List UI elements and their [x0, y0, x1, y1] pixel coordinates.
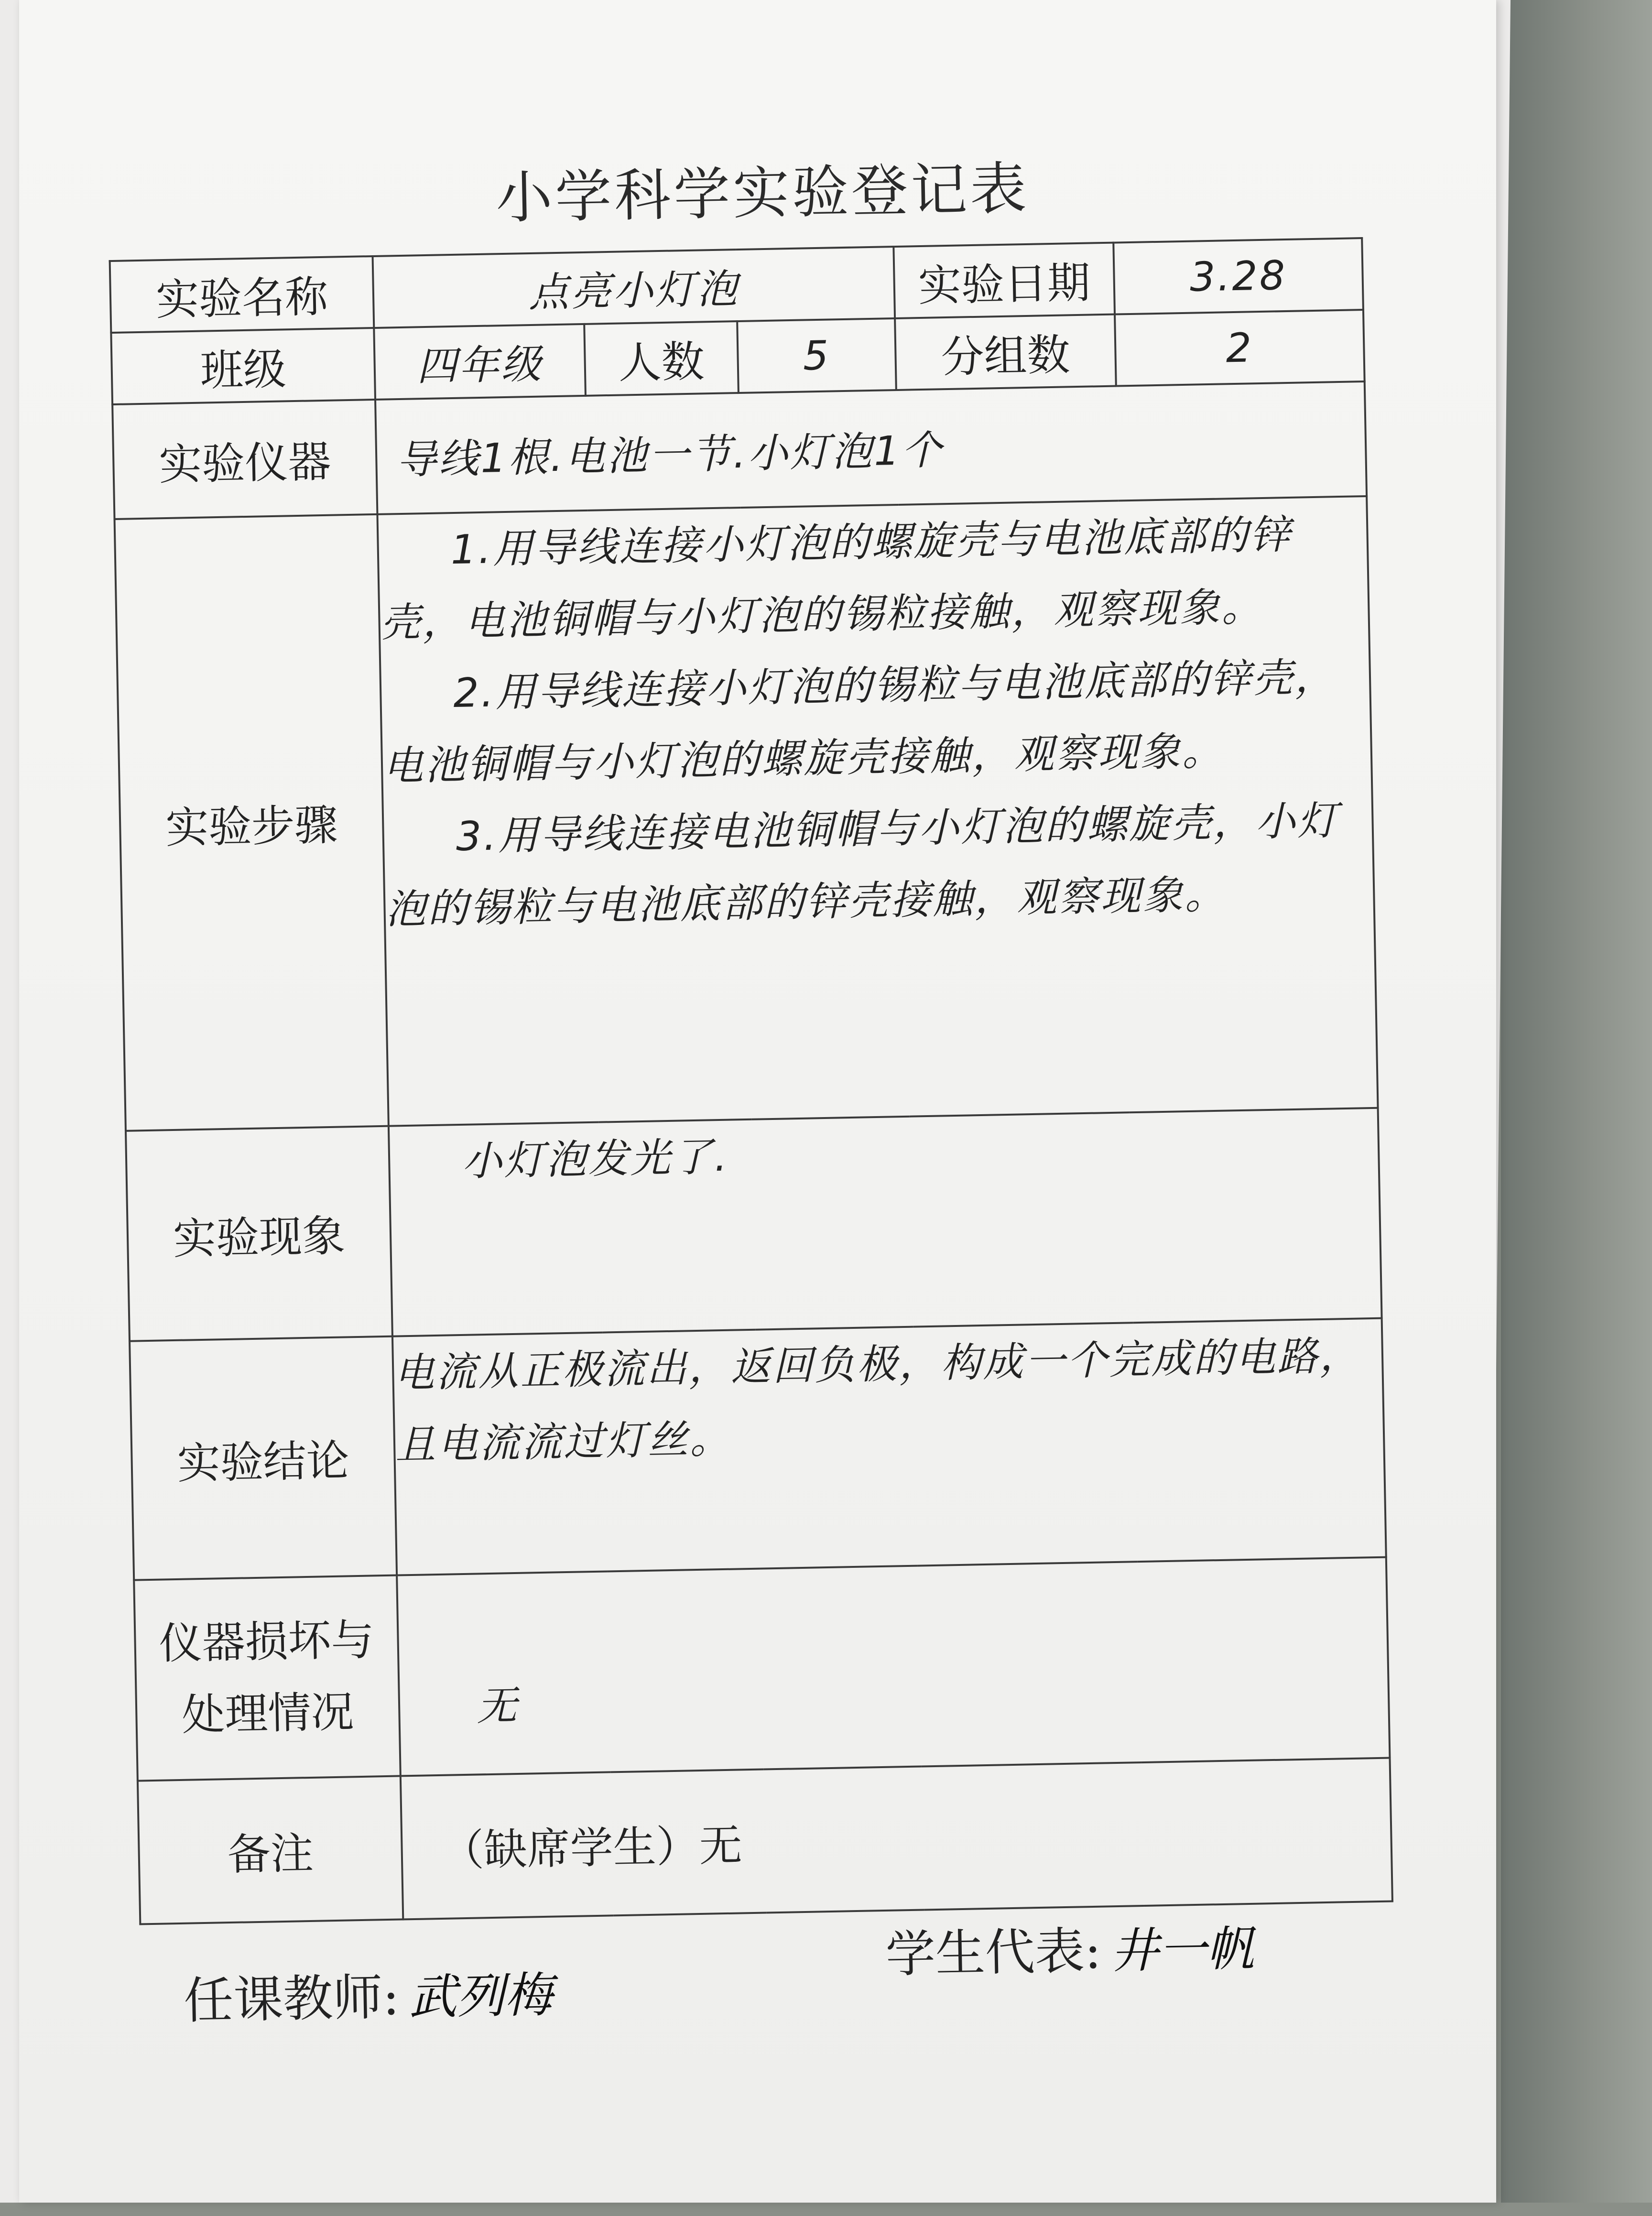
steps-content: [377, 496, 1378, 1126]
phenomenon-value: 小灯泡发光了.: [389, 1108, 1382, 1336]
people-value: 5: [737, 318, 896, 393]
damage-label-line1: 仪器损坏与: [158, 1615, 375, 1669]
groups-label: 分组数: [895, 315, 1116, 390]
teacher-signature: 武列梅: [408, 1966, 553, 2026]
student-line: [885, 1908, 1255, 1986]
class-value: 四年级: [374, 324, 586, 400]
experiment-name-label: 实验名称: [110, 256, 374, 333]
form-title: 小学科学实验登记表: [495, 155, 1030, 231]
row-damage: [134, 1557, 1390, 1781]
row-remarks: [138, 1758, 1392, 1924]
damage-label: [134, 1575, 401, 1781]
groups-value: 2: [1115, 310, 1365, 386]
experiment-date-label: 实验日期: [893, 243, 1115, 318]
teacher-label: 任课教师:: [183, 1967, 400, 2030]
experiment-date-value: 3.28: [1113, 238, 1363, 315]
row-conclusion: [130, 1318, 1386, 1580]
instruments-label: 实验仪器: [112, 400, 377, 519]
steps-label: 实验步骤: [115, 514, 389, 1131]
table-surface: [1501, 0, 1652, 2203]
instruments-value: 导线1根.电池一节.小灯泡1个: [375, 381, 1367, 514]
remarks-label: 备注: [138, 1776, 403, 1924]
damage-label-line2: 处理情况: [181, 1687, 355, 1740]
people-label: 人数: [584, 321, 739, 396]
conclusion-value: 电流从正极流出，返回负极，构成一个完成的电路，且电流流过灯丝。: [392, 1318, 1386, 1575]
registration-table: [109, 237, 1393, 1925]
class-label: 班级: [111, 328, 375, 404]
remarks-value: （缺席学生）无: [401, 1758, 1392, 1920]
step-2: 2.用导线连接小灯泡的锡粒与电池底部的锌壳，电池铜帽与小灯泡的螺旋壳接触，观察现象。: [382, 653, 1337, 790]
phenomenon-label: 实验现象: [126, 1126, 392, 1341]
teacher-line: [183, 1954, 553, 2032]
step-3: 3.用导线连接电池铜帽与小灯泡的螺旋壳，小灯泡的锡粒与电池底部的锌壳接触，观察现象。: [385, 797, 1340, 933]
row-instruments: [112, 381, 1367, 519]
damage-value: 无: [397, 1557, 1390, 1776]
student-signature: 井一帆: [1110, 1920, 1255, 1979]
experiment-name-value: 点亮小灯泡: [373, 247, 895, 328]
row-phenomenon: [126, 1108, 1382, 1341]
row-steps: [115, 496, 1378, 1131]
conclusion-label: 实验结论: [130, 1336, 397, 1580]
student-label: 学生代表:: [885, 1921, 1102, 1984]
step-1: 1.用导线连接小灯泡的螺旋壳与电池底部的锌壳，电池铜帽与小灯泡的锡粒接触，观察现象。: [380, 511, 1293, 646]
